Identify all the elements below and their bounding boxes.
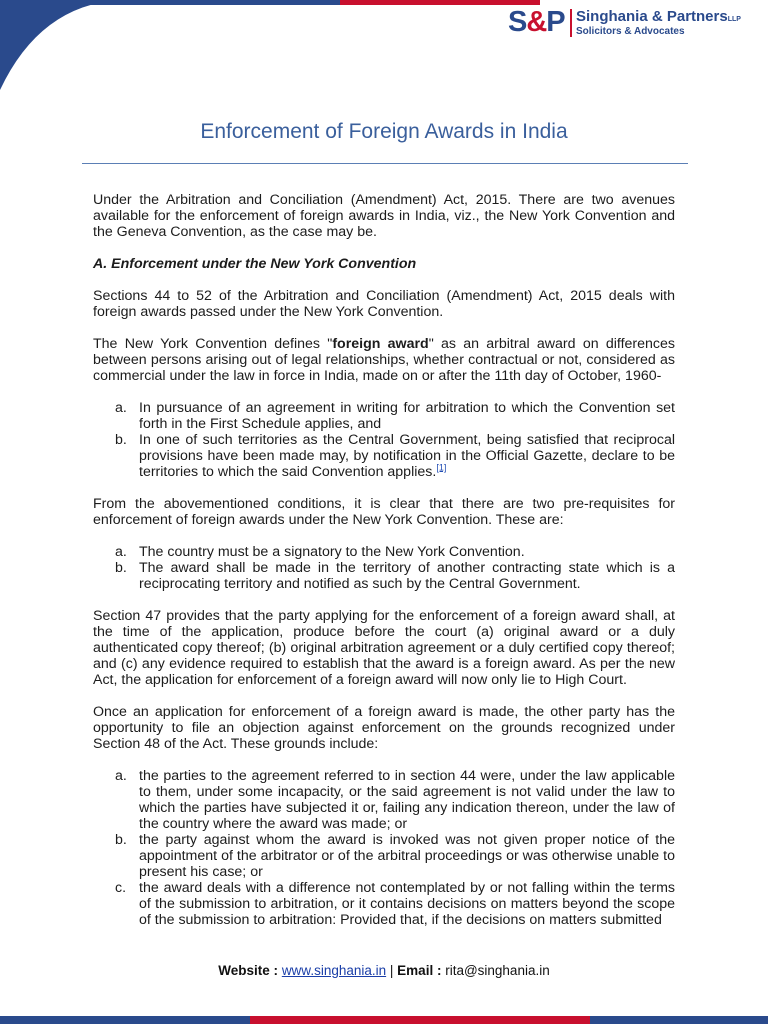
page-footer <box>0 963 768 978</box>
grounds-list <box>93 768 675 928</box>
list-item: b. The award shall be made in the territory of another contracting state which is a reciprocating territory and notified as such by the Central Government. <box>115 560 675 592</box>
list-item: a. the parties to the agreement referred to in section 44 were, under the law applicable to them, under some incapacity, or the said agreement is not valid under the law to which the parties have subjected it or, failing any indication thereon, under the law of the country where the award was made; or <box>115 768 675 832</box>
list-item: a. In pursuance of an agreement in writing for arbitration to which the Convention set forth in the First Schedule applies, and <box>115 400 675 432</box>
section-47-paragraph: Section 47 provides that the party applying for the enforcement of a foreign award shall, at the time of the application, produce before the court (a) original award or a duly authenticated copy thereof; (b) original arbitration agreement or a duly certified copy thereof; and (c) any evidence required to establish that the award is a foreign award. As per the new Act, the application for enforcement of a foreign award will now only lie to High Court. <box>93 608 675 688</box>
conditions-list <box>93 400 675 480</box>
section-a-heading: A. Enforcement under the New York Convention <box>93 256 417 272</box>
definition-paragraph: The New York Convention defines "foreign award" as an arbitral award on differences between persons arising out of legal relationships, whether contractual or not, considered as commercial under the law in force in India, made on or after the 11th day of October, 1960- <box>93 336 676 384</box>
email-label: Email : <box>397 963 442 978</box>
firm-tagline: Solicitors & Advocates <box>576 26 685 37</box>
prerequisites-list <box>93 544 675 592</box>
foreign-award-term: foreign award <box>332 336 429 352</box>
bottom-color-bar <box>0 1016 768 1024</box>
objection-paragraph: Once an application for enforcement of a foreign award is made, the other party has the opportunity to file an objection against enforcement on the grounds recognized under Section 48 of the Act. These grounds include: <box>93 704 675 752</box>
sections-paragraph: Sections 44 to 52 of the Arbitration and Conciliation (Amendment) Act, 2015 deals with foreign awards passed under the New York Convention. <box>93 288 675 320</box>
website-link[interactable]: www.singhania.in <box>281 963 387 978</box>
firm-logo <box>508 6 763 40</box>
top-color-bar <box>0 0 768 5</box>
page-title: Enforcement of Foreign Awards in India <box>200 120 568 143</box>
website-label: Website : <box>218 963 279 978</box>
title-divider <box>82 163 688 164</box>
intro-paragraph: Under the Arbitration and Conciliation (Amendment) Act, 2015. There are two avenues available for the enforcement of foreign awards in India, viz., the New York Convention and the Geneva Convention, as the case may be. <box>93 192 675 240</box>
corner-swoosh-decoration <box>0 0 120 90</box>
list-item: b. the party against whom the award is invoked was not given proper notice of the appointment of the arbitrator or of the arbitral proceedings or was otherwise unable to present his case; or <box>115 832 675 880</box>
list-item: a. The country must be a signatory to the New York Convention. <box>115 544 525 560</box>
document-body <box>93 192 675 928</box>
list-item: c. the award deals with a difference not contemplated by or not falling within the terms of the submission to arbitration, or it contains decisions on matters beyond the scope of the submission to arbitration: Provided that, if the decisions on matters submitted <box>115 880 675 928</box>
conditions-paragraph: From the abovementioned conditions, it is clear that there are two pre-requisites for enforcement of foreign awards under the New York Convention. These are: <box>93 496 675 528</box>
footnote-link[interactable]: [1] <box>436 462 447 473</box>
firm-name: Singhania & PartnersLLP <box>576 8 741 25</box>
logo-divider <box>570 9 572 37</box>
email-address[interactable]: rita@singhania.in <box>445 963 550 978</box>
logo-mark: S&P <box>508 6 565 38</box>
list-item: b. In one of such territories as the Central Government, being satisfied that reciprocal provisions have been made may, by notification in the Official Gazette, declare to be territories to which the said Convention applies.[1] <box>115 432 675 480</box>
footer-separator: | <box>389 963 394 978</box>
